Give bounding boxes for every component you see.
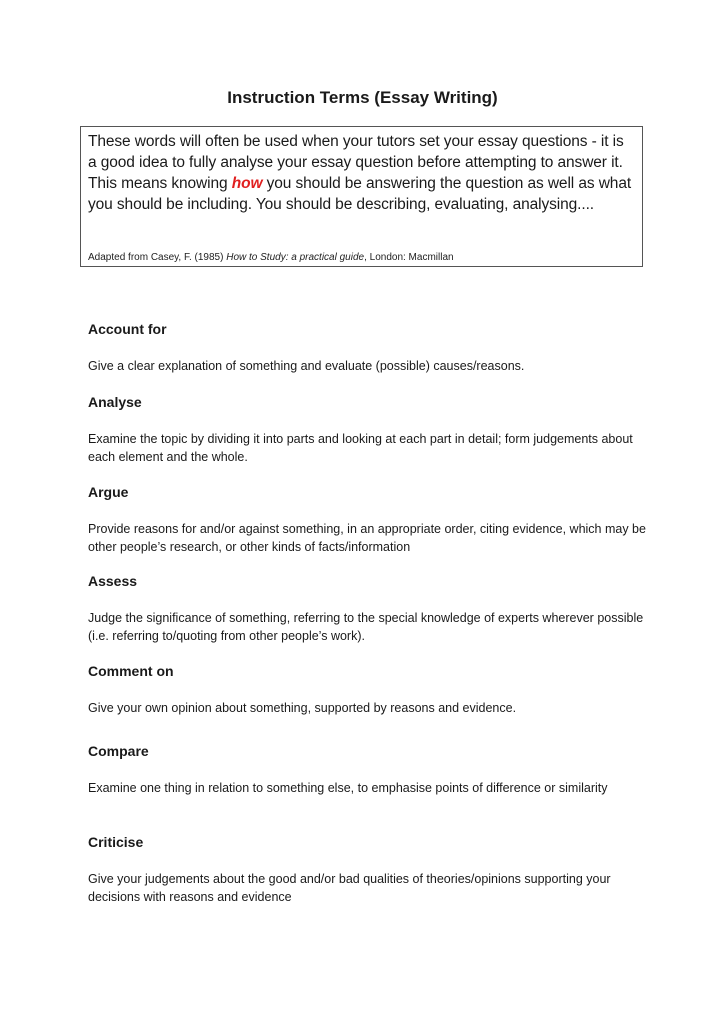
- term-criticise: [88, 834, 648, 906]
- citation: [88, 252, 454, 263]
- term-compare: [88, 743, 648, 797]
- term-heading: Argue: [88, 484, 129, 500]
- intro-text-before: These words will often be used when your tutors set your essay questions - it is a good idea to fully analyse your essay question before attempting to answer it. This means knowing: [88, 133, 624, 192]
- term-argue: [88, 484, 648, 556]
- term-definition: Give your judgements about the good and/or bad qualities of theories/opinions supporting your decisions with reasons and evidence: [88, 872, 611, 904]
- term-definition: Examine the topic by dividing it into parts and looking at each part in detail; form judgements about each element and the whole.: [88, 432, 633, 464]
- intro-box: [80, 126, 643, 267]
- term-assess: [88, 573, 648, 645]
- term-analyse: [88, 394, 648, 466]
- term-heading: Comment on: [88, 663, 174, 679]
- intro-text: [88, 131, 635, 215]
- term-heading: Analyse: [88, 394, 142, 410]
- term-definition: Give your own opinion about something, supported by reasons and evidence.: [88, 701, 517, 715]
- term-account-for: [88, 321, 648, 375]
- term-heading: Assess: [88, 573, 138, 589]
- term-definition: Give a clear explanation of something and evaluate (possible) causes/reasons.: [88, 359, 525, 373]
- citation-book-title: How to Study: a practical guide: [226, 252, 365, 263]
- term-definition: Judge the significance of something, referring to the special knowledge of experts wherever possible (i.e. referring to/quoting from other people’s work).: [88, 611, 644, 643]
- citation-before: Adapted from Casey, F. (1985): [88, 252, 227, 263]
- citation-after: , London: Macmillan: [364, 252, 454, 263]
- document-title: Instruction Terms (Essay Writing): [227, 88, 498, 107]
- intro-emphasis-how: how: [231, 175, 263, 192]
- term-heading: Criticise: [88, 834, 144, 850]
- term-heading: Compare: [88, 743, 149, 759]
- term-definition: Examine one thing in relation to something else, to emphasise points of difference or similarity: [88, 781, 608, 795]
- term-heading: Account for: [88, 321, 167, 337]
- term-comment-on: [88, 663, 648, 717]
- term-definition: Provide reasons for and/or against something, in an appropriate order, citing evidence, which may be other people’s research, or other kinds of facts/information: [88, 522, 646, 554]
- intro-text-after: you should be answering the question as well as what you should be including. You should be describing, evaluating, analysing....: [88, 175, 632, 213]
